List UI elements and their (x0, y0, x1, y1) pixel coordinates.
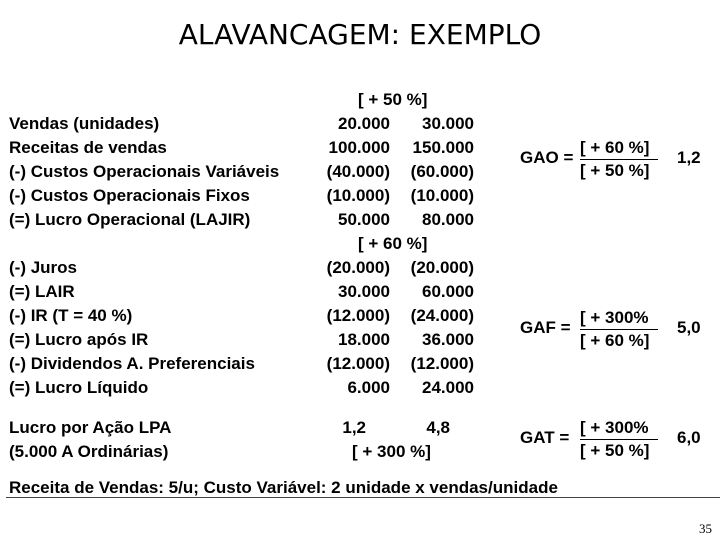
value-after: 150.000 (412, 138, 474, 157)
row-label-variable-costs: (-) Custos Operacionais Variáveis (9, 162, 280, 181)
gao-label: GAO = (520, 148, 574, 167)
value-before: (40.000) (326, 162, 390, 181)
pct-increase-sales: [ + 50 %] (358, 90, 428, 109)
gat-numerator: [ + 300% (580, 417, 658, 440)
gaf-denominator: [ + 60 %] (580, 331, 650, 350)
value-after: (10.000) (410, 186, 474, 205)
value-before: 100.000 (328, 138, 390, 157)
value-after: (60.000) (410, 162, 474, 181)
row-label-preferred-dividends: (-) Dividendos A. Preferenciais (9, 354, 255, 373)
value-after: 24.000 (422, 378, 474, 397)
value-before: 20.000 (338, 114, 390, 133)
value-before: 50.000 (338, 210, 390, 229)
gaf-value: 5,0 (677, 318, 701, 337)
value-before: 6.000 (347, 378, 390, 397)
gao-denominator: [ + 50 %] (580, 161, 650, 180)
value-before: (12.000) (326, 354, 390, 373)
pct-increase-ebit: [ + 60 %] (358, 234, 428, 253)
divider (6, 497, 720, 498)
value-after: 4,8 (426, 418, 450, 437)
gao-fraction (580, 137, 658, 182)
value-after: 60.000 (422, 282, 474, 301)
value-before: 18.000 (338, 330, 390, 349)
value-after: 36.000 (422, 330, 474, 349)
gaf-numerator: [ + 300% (580, 307, 658, 330)
row-label-fixed-costs: (-) Custos Operacionais Fixos (9, 186, 250, 205)
value-after: (12.000) (410, 354, 474, 373)
value-after: 80.000 (422, 210, 474, 229)
row-label-net-income: (=) Lucro Líquido (9, 378, 149, 397)
gat-value: 6,0 (677, 428, 701, 447)
row-label-income-tax: (-) IR (T = 40 %) (9, 306, 133, 325)
row-label-sales-units: Vendas (unidades) (9, 114, 160, 133)
row-label-eps: Lucro por Ação LPA (9, 418, 172, 437)
page-title: ALAVANCAGEM: EXEMPLO (178, 18, 542, 51)
value-before: 30.000 (338, 282, 390, 301)
gat-fraction (580, 417, 658, 462)
row-label-profit-after-tax: (=) Lucro após IR (9, 330, 149, 349)
gao-value: 1,2 (677, 148, 701, 167)
slide-number: 35 (699, 521, 712, 536)
value-after: (20.000) (410, 258, 474, 277)
gat-label: GAT = (520, 428, 570, 447)
value-before: (20.000) (326, 258, 390, 277)
gaf-fraction (580, 307, 658, 352)
value-before: 1,2 (342, 418, 366, 437)
value-after: (24.000) (410, 306, 474, 325)
pct-increase-eps: [ + 300 %] (352, 442, 431, 461)
row-label-ebit: (=) Lucro Operacional (LAJIR) (9, 210, 251, 229)
value-before: (12.000) (326, 306, 390, 325)
gat-denominator: [ + 50 %] (580, 441, 650, 460)
value-after: 30.000 (422, 114, 474, 133)
row-label-common-shares: (5.000 A Ordinárias) (9, 442, 169, 461)
footer-note: Receita de Vendas: 5/u; Custo Variável: 2 unidade x vendas/unidade (9, 478, 558, 497)
gao-numerator: [ + 60 %] (580, 137, 658, 160)
row-label-interest: (-) Juros (9, 258, 77, 277)
gaf-label: GAF = (520, 318, 571, 337)
row-label-revenue: Receitas de vendas (9, 138, 167, 157)
row-label-lair: (=) LAIR (9, 282, 75, 301)
value-before: (10.000) (326, 186, 390, 205)
